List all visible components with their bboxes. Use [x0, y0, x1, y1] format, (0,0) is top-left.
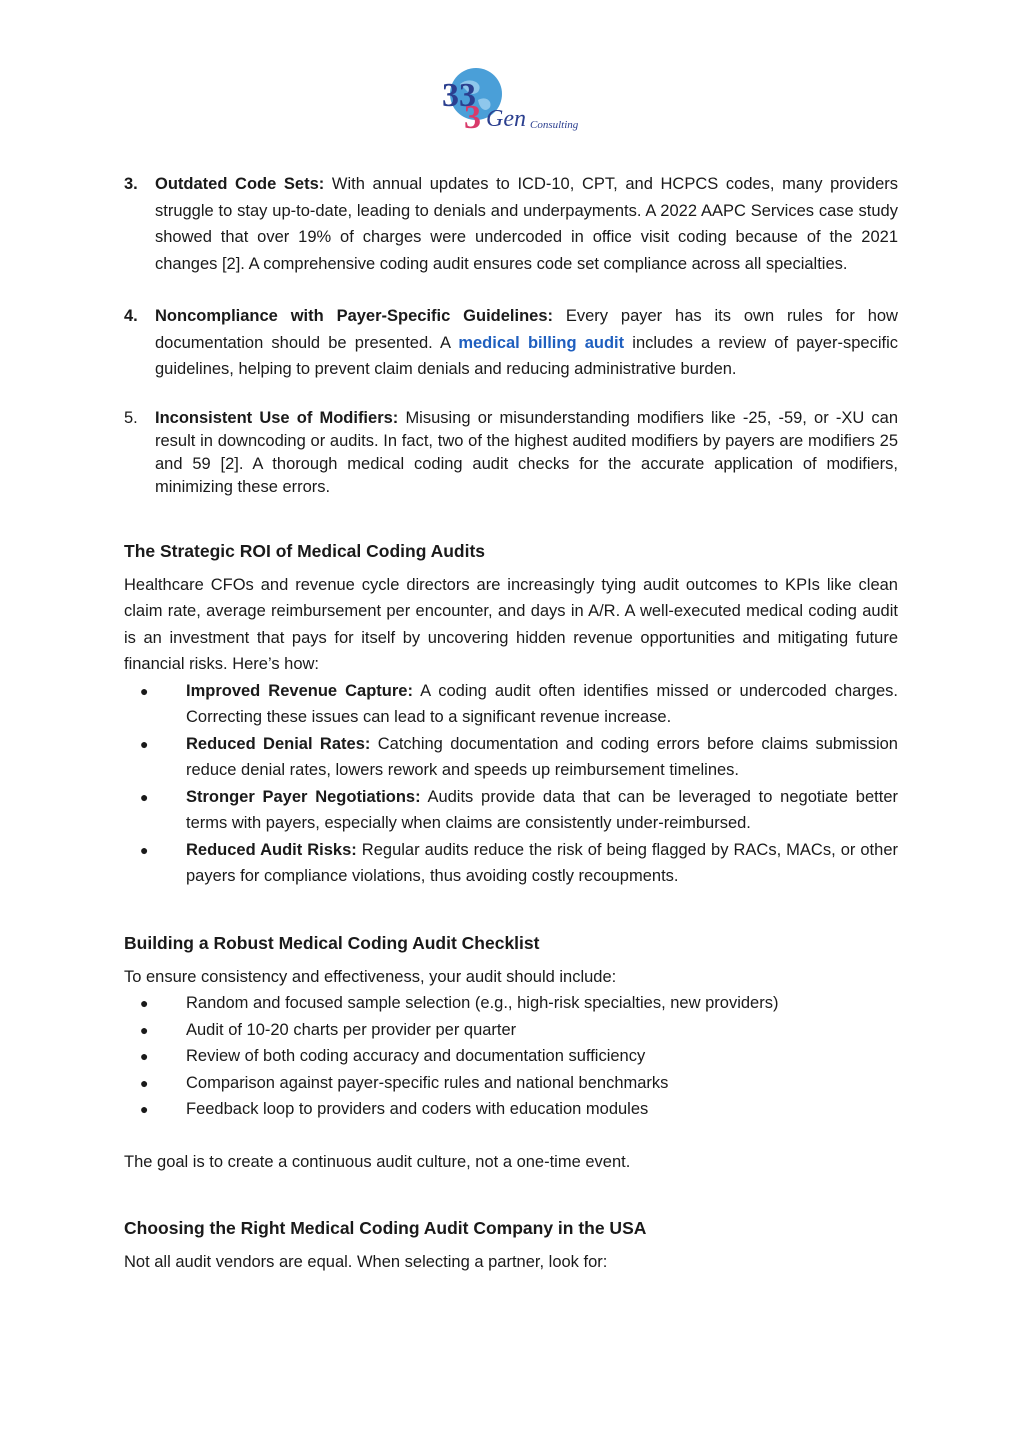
bullet-title: Stronger Payer Negotiations:: [186, 787, 421, 806]
bullet-title: Reduced Denial Rates:: [186, 734, 371, 753]
item-text: With annual updates to ICD-10, CPT, and HCPCS codes, many providers struggle to stay up-to-date, leading to denials and underpayments. A 2022 AAPC Services case study showed that over 19% of charges were undercoded in office visit coding because of the 2021 changes [2]. A comprehensive coding audit ensures code set compliance across all specialties.: [155, 175, 898, 273]
item-text: Every payer has its own rules for how documentation should be presented. A: [155, 307, 898, 352]
logo-numeral-third: 3: [464, 99, 481, 136]
item-text-cont: includes a review of payer-specific guidelines, helping to prevent claim denials and reducing administrative burden.: [155, 333, 898, 378]
bullet-icon: ●: [140, 995, 149, 1011]
logo-graphic: [438, 66, 588, 140]
checklist-list: [124, 990, 898, 1123]
bullet-text: Catching documentation and coding errors before claims submission reduce denial rates, lowers rework and speeds up reimbursement timelines.: [186, 734, 898, 779]
roi-intro: Healthcare CFOs and revenue cycle directors are increasingly tying audit outcomes to KPIs like clean claim rate, average reimbursement per encounter, and days in A/R. A well-executed medical coding audit is an investment that pays for itself by uncovering hidden revenue opportunities and mitigating future financial risks. Here’s how:: [124, 575, 898, 673]
bullet-icon: ●: [140, 1048, 149, 1064]
bullet-icon: ●: [140, 1074, 149, 1091]
list-item: [124, 678, 898, 731]
company-logo: [438, 66, 588, 140]
item-number: 5.: [124, 408, 138, 427]
item-title: Noncompliance with Payer-Specific Guidelines:: [155, 307, 553, 325]
bullet-title: Improved Revenue Capture:: [186, 681, 413, 700]
numbered-item-5: [124, 407, 898, 499]
list-item: [124, 1096, 898, 1123]
roi-heading: The Strategic ROI of Medical Coding Audits: [124, 540, 486, 561]
item-number: 3.: [124, 175, 138, 193]
bullet-icon: ●: [140, 682, 149, 699]
item-title: Outdated Code Sets:: [155, 175, 325, 193]
checklist-item-text: Audit of 10-20 charts per provider per quarter: [186, 1020, 517, 1039]
document-body: [124, 171, 898, 1276]
checklist-goal: The goal is to create a continuous audit culture, not a one-time event.: [124, 1152, 631, 1171]
checklist-item-text: Random and focused sample selection (e.g., high-risk specialties, new providers): [186, 994, 779, 1012]
logo-word: Gen: [486, 106, 526, 132]
list-item: [124, 784, 898, 837]
bullet-icon: ●: [140, 735, 149, 752]
company-heading: Choosing the Right Medical Coding Audit Company in the USA: [124, 1218, 647, 1238]
bullet-icon: ●: [140, 788, 149, 805]
list-item: [124, 1043, 898, 1070]
checklist-item-text: Review of both coding accuracy and documentation sufficiency: [186, 1047, 646, 1065]
item-body: [155, 303, 898, 383]
company-intro: Not all audit vendors are equal. When selecting a partner, look for:: [124, 1253, 608, 1271]
list-item: [124, 837, 898, 890]
checklist-item-text: Feedback loop to providers and coders with education modules: [186, 1100, 649, 1118]
numbered-item-3: [124, 171, 898, 277]
bullet-icon: ●: [140, 841, 149, 858]
list-item: [124, 731, 898, 784]
item-title: Inconsistent Use of Modifiers:: [155, 408, 399, 427]
list-item: [124, 1017, 898, 1044]
checklist-intro: To ensure consistency and effectiveness, your audit should include:: [124, 967, 617, 986]
logo-tagline: Consulting: [530, 119, 579, 131]
item-body: [155, 407, 898, 499]
medical-billing-audit-link[interactable]: medical billing audit: [458, 333, 625, 352]
roi-bullet-list: [124, 678, 898, 890]
numbered-item-4: [124, 303, 898, 383]
bullet-icon: ●: [140, 1101, 149, 1117]
bullet-text: A coding audit often identifies missed or undercoded charges. Correcting these issues can lead to a significant revenue increase.: [186, 681, 898, 726]
bullet-icon: ●: [140, 1021, 149, 1038]
list-item: [124, 990, 898, 1017]
bullet-text: Regular audits reduce the risk of being flagged by RACs, MACs, or other payers for compliance violations, thus avoiding costly recoupments.: [186, 840, 898, 885]
checklist-heading: Building a Robust Medical Coding Audit Checklist: [124, 932, 540, 953]
logo-numerals: 33: [442, 77, 476, 114]
checklist-item-text: Comparison against payer-specific rules and national benchmarks: [186, 1073, 669, 1092]
bullet-text: Audits provide data that can be leveraged to negotiate better terms with payers, especially when claims are consistently under-reimbursed.: [186, 787, 898, 832]
item-body: [155, 171, 898, 277]
bullet-title: Reduced Audit Risks:: [186, 840, 357, 859]
item-text: Misusing or misunderstanding modifiers like -25, -59, or -XU can result in downcoding or audits. In fact, two of the highest audited modifiers by payers are modifiers 25 and 59 [2]. A thorough medical coding audit checks for the accurate application of modifiers, minimizing these errors.: [155, 408, 899, 496]
item-number: 4.: [124, 307, 138, 325]
list-item: [124, 1070, 898, 1097]
